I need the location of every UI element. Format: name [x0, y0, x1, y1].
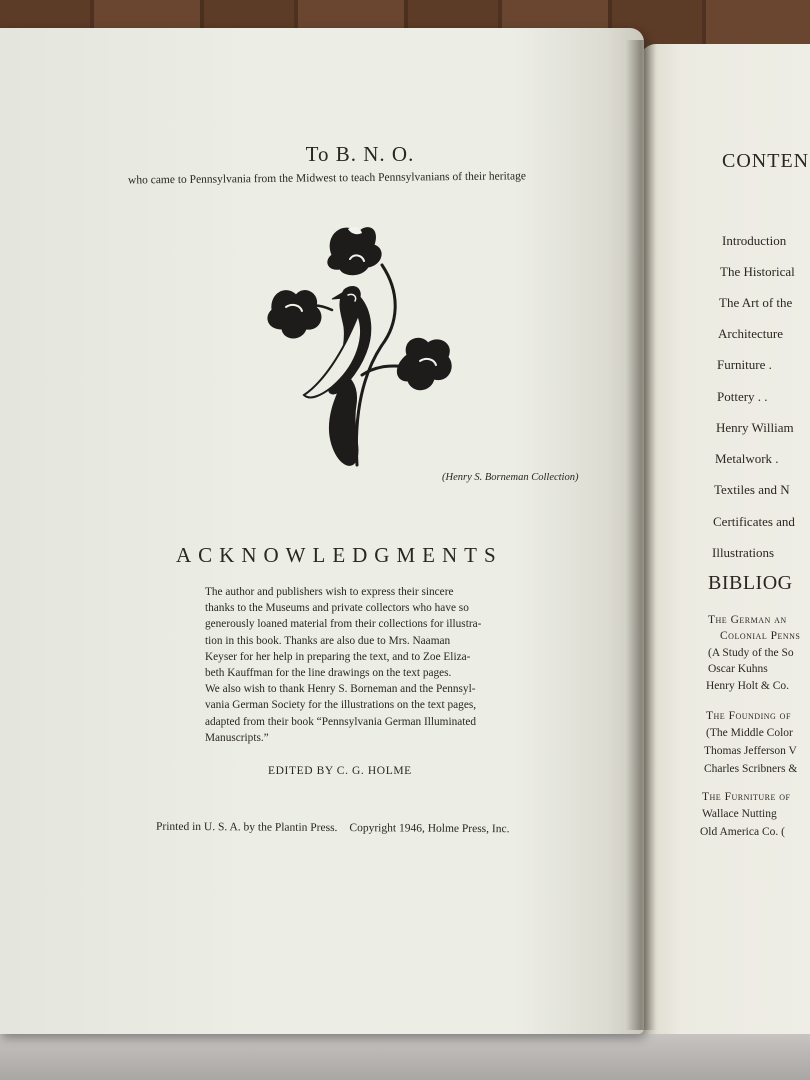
table-surface: [0, 1030, 810, 1080]
paragraph-line: generously loaned material from their collections for illustra-: [205, 618, 482, 631]
bibliography-entry: Thomas Jefferson V: [704, 745, 797, 757]
bibliography-entry: Charles Scribners &: [704, 763, 798, 775]
bibliography-heading: BIBLIOG: [708, 572, 793, 594]
bibliography-entry: Wallace Nutting: [702, 808, 777, 820]
book-gutter: [626, 40, 656, 1030]
paragraph-line: beth Kauffman for the line drawings on the text pages.: [205, 667, 452, 680]
bibliography-entry: The Furniture of: [702, 791, 791, 803]
toc-item: The Historical: [720, 264, 795, 279]
paragraph-line: The author and publishers wish to express their sincere: [205, 586, 454, 598]
toc-item: The Art of the: [719, 295, 793, 310]
bibliography-entry: (The Middle Color: [706, 727, 793, 739]
toc-item: Architecture: [718, 326, 783, 341]
copyright-notice: Copyright 1946, Holme Press, Inc.: [349, 822, 510, 836]
toc-item: Metalwork .: [715, 451, 779, 466]
contents-heading: CONTEN: [722, 150, 810, 172]
illustration-credit: (Henry S. Borneman Collection): [442, 472, 579, 483]
toc-item: Illustrations: [712, 545, 775, 560]
paragraph-line: We also wish to thank Henry S. Borneman and the Pennsyl-: [205, 683, 476, 696]
printed-notice: Printed in U. S. A. by the Plantin Press.: [155, 820, 338, 835]
bird-flower-icon: [262, 215, 462, 475]
bibliography-entry: Colonial Penns: [720, 630, 801, 642]
right-page: [640, 44, 810, 1034]
bibliography-entry: The German an: [708, 614, 787, 626]
toc-item: Pottery . .: [717, 389, 768, 404]
dedication-title: To B. N. O.: [305, 142, 415, 166]
bibliography-entry: Oscar Kuhns: [708, 663, 768, 675]
toc-item: Textiles and N: [714, 482, 790, 497]
dedication-subtitle: who came to Pennsylvania from the Midwest to teach Pennsylvanians of their heritage: [127, 170, 526, 187]
toc-item: Henry William: [716, 420, 794, 435]
toc-item: Certificates and: [713, 514, 795, 529]
acknowledgments-heading: ACKNOWLEDGMENTS: [176, 543, 503, 567]
paragraph-line: thanks to the Museums and private collectors who have so: [205, 602, 469, 615]
paragraph-line: tion in this book. Thanks are also due to Mrs. Naaman: [205, 634, 451, 647]
editor-credit: EDITED BY C. G. HOLME: [268, 765, 412, 777]
paragraph-line: vania German Society for the illustrations on the text pages,: [205, 699, 477, 712]
paragraph-line: adapted from their book “Pennsylvania German Illuminated: [205, 715, 477, 728]
paragraph-line: Manuscripts.”: [205, 731, 269, 744]
bibliography-entry: The Founding of: [706, 710, 791, 722]
bibliography-entry: (A Study of the So: [708, 647, 794, 659]
paragraph-line: Keyser for her help in preparing the text, and to Zoe Eliza-: [205, 650, 471, 663]
acknowledgments-paragraph: [205, 584, 523, 746]
bibliography-entry: Henry Holt & Co.: [706, 680, 790, 692]
toc-item: Introduction: [722, 233, 787, 248]
toc-item: Furniture .: [717, 357, 772, 372]
bibliography-entry: Old America Co. (: [700, 826, 785, 838]
imprint-line: [156, 821, 510, 835]
